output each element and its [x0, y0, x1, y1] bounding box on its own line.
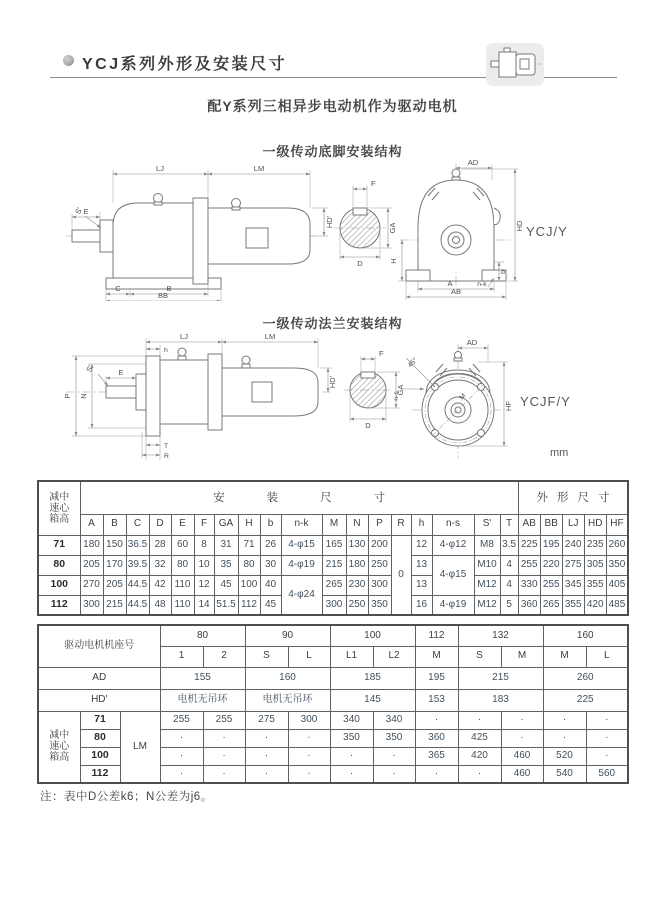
dim-label-45deg: 45° [406, 356, 420, 370]
cell: · [160, 765, 203, 783]
cell: 255 [160, 711, 203, 729]
row-label: 71 [80, 711, 120, 729]
cell: 28 [149, 535, 171, 555]
model-label-ycj: YCJ/Y [526, 224, 568, 239]
frame-subcol: L1 [330, 646, 373, 667]
cell: 16 [411, 595, 432, 615]
col-header: HF [606, 514, 628, 535]
t1-corner [38, 481, 80, 535]
cell: · [586, 747, 628, 765]
corner-line: 减中 [49, 730, 70, 742]
cell: 220 [540, 555, 562, 575]
cell: · [203, 765, 245, 783]
cell: 340 [373, 711, 415, 729]
cell: 31 [214, 535, 238, 555]
flange-shaft-section [344, 349, 405, 430]
cell: · [543, 729, 586, 747]
cell: 330 [518, 575, 540, 595]
cell: 250 [368, 555, 391, 575]
dim-label-h: H [389, 258, 398, 264]
col-header: F [194, 514, 214, 535]
frame-subcol: S [245, 646, 288, 667]
cell: 275 [245, 711, 288, 729]
gearmotor-icon-drawing [486, 43, 544, 86]
cell: 350 [330, 729, 373, 747]
cell: · [415, 765, 458, 783]
cell: 365 [415, 747, 458, 765]
cell: 160 [245, 667, 330, 689]
cell: 4-φ15 [281, 535, 322, 555]
t1-install-group: 安装尺寸 [80, 481, 518, 514]
dim-label-ad: AD [467, 158, 479, 167]
cell: · [288, 747, 330, 765]
cell: 225 [518, 535, 540, 555]
cell: 60 [171, 535, 194, 555]
cell: · [586, 711, 628, 729]
col-header: N [346, 514, 368, 535]
cell: 300 [288, 711, 330, 729]
dim-label-s-prime: S' [73, 206, 85, 216]
cell: 355 [584, 575, 606, 595]
cell: · [203, 747, 245, 765]
cell: M8 [474, 535, 500, 555]
cell: M12 [474, 595, 500, 615]
dim-label-d: D [357, 259, 363, 268]
cell: 45 [260, 595, 281, 615]
cell: 12 [194, 575, 214, 595]
dim-label-hd: HD [515, 220, 524, 232]
subtitle: 配Y系列三相异步电动机作为驱动电机 [207, 98, 458, 114]
dim-label-r: R [164, 453, 169, 460]
cell: · [330, 765, 373, 783]
cell: 350 [373, 729, 415, 747]
cell: 270 [80, 575, 103, 595]
dim-label-hf: HF [504, 401, 513, 411]
cell: 80 [171, 555, 194, 575]
cell: 540 [543, 765, 586, 783]
frame-subcol: L [288, 646, 330, 667]
cell: 235 [584, 535, 606, 555]
cell: 205 [103, 575, 126, 595]
frame-group: 80 [160, 625, 245, 646]
foot-mount-drawing [58, 156, 618, 301]
cell: 4 [500, 555, 518, 575]
col-header: A [80, 514, 103, 535]
cell: 260 [606, 535, 628, 555]
flange-front-view [393, 338, 513, 458]
cell: 4-φ24 [281, 575, 322, 615]
cell: 155 [160, 667, 245, 689]
cell: 110 [171, 575, 194, 595]
corner-line: 减中 [49, 491, 70, 503]
dim-label-h-small: h [164, 347, 168, 354]
cell: 420 [584, 595, 606, 615]
cell: 51.5 [214, 595, 238, 615]
cell: 26 [260, 535, 281, 555]
dim-label-e2: E [118, 368, 124, 377]
dim-label-lm: LM [253, 164, 265, 173]
cell: 183 [458, 689, 543, 711]
cell: · [330, 747, 373, 765]
dim-label-lj2: LJ [180, 332, 188, 341]
row-label: 100 [80, 747, 120, 765]
dim-label-b: b [500, 270, 507, 274]
cell: M10 [474, 555, 500, 575]
cell: 485 [606, 595, 628, 615]
frame-subcol: M [501, 646, 543, 667]
cell: 340 [330, 711, 373, 729]
frame-subcol: 2 [203, 646, 245, 667]
cell: 40 [260, 575, 281, 595]
cell: 3.5 [500, 535, 518, 555]
row-label: 100 [38, 575, 80, 595]
frame-subcol: 1 [160, 646, 203, 667]
cell: 0 [391, 535, 411, 615]
cell: 405 [606, 575, 628, 595]
col-header: H [238, 514, 260, 535]
col-header: M [322, 514, 346, 535]
cell: 200 [368, 535, 391, 555]
frame-group: 112 [415, 625, 458, 646]
cell: · [245, 765, 288, 783]
cell: 230 [346, 575, 368, 595]
ad-row-label: AD [38, 667, 160, 689]
cell: 255 [203, 711, 245, 729]
cell: 4-φ12 [432, 535, 474, 555]
col-header: S' [474, 514, 500, 535]
page-title-text: YCJ系列外形及安装尺寸 [82, 56, 288, 73]
col-header: B [103, 514, 126, 535]
cell: · [415, 711, 458, 729]
cell: 12 [411, 535, 432, 555]
foot-mount-caption: 一级传动底脚安装结构 [262, 144, 403, 159]
col-header: h [411, 514, 432, 535]
cell: 电机无吊环 [245, 689, 330, 711]
cell: 39.5 [126, 555, 149, 575]
dim-label-lj: LJ [156, 164, 164, 173]
row-label: 71 [38, 535, 80, 555]
frame-subcol: L2 [373, 646, 415, 667]
frame-subcol: S [458, 646, 501, 667]
dim-label-t: T [164, 443, 169, 450]
cell: 4-φ19 [432, 595, 474, 615]
foot-side-view [66, 164, 334, 301]
cell: 180 [346, 555, 368, 575]
cell: 10 [194, 555, 214, 575]
dim-label-m: M [458, 392, 468, 402]
cell: 300 [80, 595, 103, 615]
cell: 255 [540, 575, 562, 595]
cell: · [586, 729, 628, 747]
dim-label-hd-prime: HD' [325, 215, 334, 229]
cell: 185 [330, 667, 415, 689]
cell: 170 [103, 555, 126, 575]
corner-line: 速心 [49, 741, 70, 753]
dim-label-bb: BB [157, 291, 169, 300]
cell: 4 [500, 575, 518, 595]
cell: 420 [458, 747, 501, 765]
cell: 48 [149, 595, 171, 615]
cell: 145 [330, 689, 415, 711]
model-label-ycjf: YCJF/Y [520, 394, 571, 409]
cell: 275 [562, 555, 584, 575]
col-header: C [126, 514, 149, 535]
cell: 215 [322, 555, 346, 575]
dim-label-d2: D [365, 421, 371, 430]
col-header: HD [584, 514, 606, 535]
cell: 44.5 [126, 595, 149, 615]
cell: 265 [540, 595, 562, 615]
cell: · [160, 729, 203, 747]
col-header: GA [214, 514, 238, 535]
col-header: T [500, 514, 518, 535]
cell: 150 [103, 535, 126, 555]
cell: 165 [322, 535, 346, 555]
cell: 225 [543, 689, 628, 711]
row-label: 80 [38, 555, 80, 575]
cell: 520 [543, 747, 586, 765]
dim-label-s-prime2: S' [84, 363, 96, 374]
cell: · [501, 711, 543, 729]
cell: · [245, 729, 288, 747]
cell: 215 [103, 595, 126, 615]
cell: 350 [606, 555, 628, 575]
t2-frame-label: 驱动电机机座号 [38, 625, 160, 667]
col-header: P [368, 514, 391, 535]
cell: · [373, 747, 415, 765]
cell: · [203, 729, 245, 747]
dim-label-ga2: GA [396, 384, 405, 396]
cell: 30 [260, 555, 281, 575]
row-label: 112 [38, 595, 80, 615]
cell: · [543, 711, 586, 729]
foot-shaft-section [334, 179, 397, 268]
frame-group: 100 [330, 625, 415, 646]
corner-line: 箱高 [49, 752, 70, 764]
cell: 265 [322, 575, 346, 595]
cell: 425 [458, 729, 501, 747]
cell: 42 [149, 575, 171, 595]
dim-label-a: A [447, 279, 453, 288]
cell: 电机无吊环 [160, 689, 245, 711]
corner-line: 速心 [49, 502, 70, 514]
dim-label-hd-prime2: HD' [328, 375, 337, 389]
cell: 300 [322, 595, 346, 615]
cell: 460 [501, 765, 543, 783]
cell: 130 [346, 535, 368, 555]
cell: 32 [149, 555, 171, 575]
col-header: AB [518, 514, 540, 535]
dim-label-p: P [63, 393, 72, 399]
cell: 560 [586, 765, 628, 783]
cell: 360 [415, 729, 458, 747]
dim-label-n: N [79, 393, 88, 399]
cell: 195 [540, 535, 562, 555]
dim-label-ns: n-s [393, 391, 400, 401]
cell: 195 [415, 667, 458, 689]
lm-label: LM [120, 711, 160, 783]
flange-mount-caption: 一级传动法兰安装结构 [262, 316, 403, 331]
cell: · [373, 765, 415, 783]
cell: 5 [500, 595, 518, 615]
cell: 4-φ19 [281, 555, 322, 575]
row-label: 80 [80, 729, 120, 747]
cell: 345 [562, 575, 584, 595]
cell: 45 [214, 575, 238, 595]
col-header: LJ [562, 514, 584, 535]
frame-subcol: M [543, 646, 586, 667]
flange-mount-drawing [58, 332, 618, 467]
frame-group: 132 [458, 625, 543, 646]
page-title [58, 51, 287, 74]
t2-corner [38, 711, 80, 783]
dim-label-f: F [371, 179, 376, 188]
motor-frame-lm-table [37, 624, 629, 784]
cell: 100 [238, 575, 260, 595]
dim-label-lm2: LM [264, 332, 276, 341]
cell: · [458, 711, 501, 729]
cell: · [245, 747, 288, 765]
cell: 153 [415, 689, 458, 711]
cell: 36.5 [126, 535, 149, 555]
cell: 14 [194, 595, 214, 615]
gearmotor-icon [486, 43, 544, 86]
cell: 110 [171, 595, 194, 615]
frame-group: 160 [543, 625, 628, 646]
footnote: 注：表中D公差k6；N公差为j6。 [40, 791, 213, 803]
col-header: D [149, 514, 171, 535]
cell: 112 [238, 595, 260, 615]
col-header: BB [540, 514, 562, 535]
col-header: n-k [281, 514, 322, 535]
col-header: R [391, 514, 411, 535]
cell: 13 [411, 555, 432, 575]
cell: 44.5 [126, 575, 149, 595]
t1-outline-group: 外形尺寸 [518, 481, 628, 514]
cell: 180 [80, 535, 103, 555]
cell: 240 [562, 535, 584, 555]
dim-label-nk: n-k [477, 281, 487, 288]
cell: M12 [474, 575, 500, 595]
cell: 360 [518, 595, 540, 615]
unit-label: mm [550, 447, 569, 459]
cell: 255 [518, 555, 540, 575]
frame-subcol: M [415, 646, 458, 667]
dim-label-c: C [115, 284, 121, 293]
cell: 8 [194, 535, 214, 555]
cell: · [458, 765, 501, 783]
cell: 305 [584, 555, 606, 575]
cell: 13 [411, 575, 432, 595]
dim-label-e: E [83, 207, 89, 216]
cell: 80 [238, 555, 260, 575]
hd-prime-row-label: HD' [38, 689, 160, 711]
col-header: b [260, 514, 281, 535]
cell: · [501, 729, 543, 747]
row-label: 112 [80, 765, 120, 783]
cell: 350 [368, 595, 391, 615]
foot-front-view [389, 158, 524, 300]
cell: 260 [543, 667, 628, 689]
corner-line: 箱高 [49, 513, 70, 525]
frame-subcol: L [586, 646, 628, 667]
cell: 215 [458, 667, 543, 689]
cell: 35 [214, 555, 238, 575]
dim-label-b-cap: B [166, 284, 172, 293]
cell: 4-φ15 [432, 555, 474, 595]
cell: 355 [562, 595, 584, 615]
flange-side-view [63, 332, 337, 460]
dim-label-ab: AB [450, 287, 462, 296]
cell: 205 [80, 555, 103, 575]
dim-label-ga: GA [388, 222, 397, 234]
cell: 71 [238, 535, 260, 555]
cell: 460 [501, 747, 543, 765]
dim-label-ad2: AD [466, 338, 478, 347]
col-header: n-s [432, 514, 474, 535]
cell: · [288, 765, 330, 783]
install-dimensions-table [37, 480, 629, 616]
col-header: E [171, 514, 194, 535]
cell: · [160, 747, 203, 765]
dim-label-f2: F [379, 349, 384, 358]
cell: 300 [368, 575, 391, 595]
frame-group: 90 [245, 625, 330, 646]
cell: · [288, 729, 330, 747]
cell: 250 [346, 595, 368, 615]
